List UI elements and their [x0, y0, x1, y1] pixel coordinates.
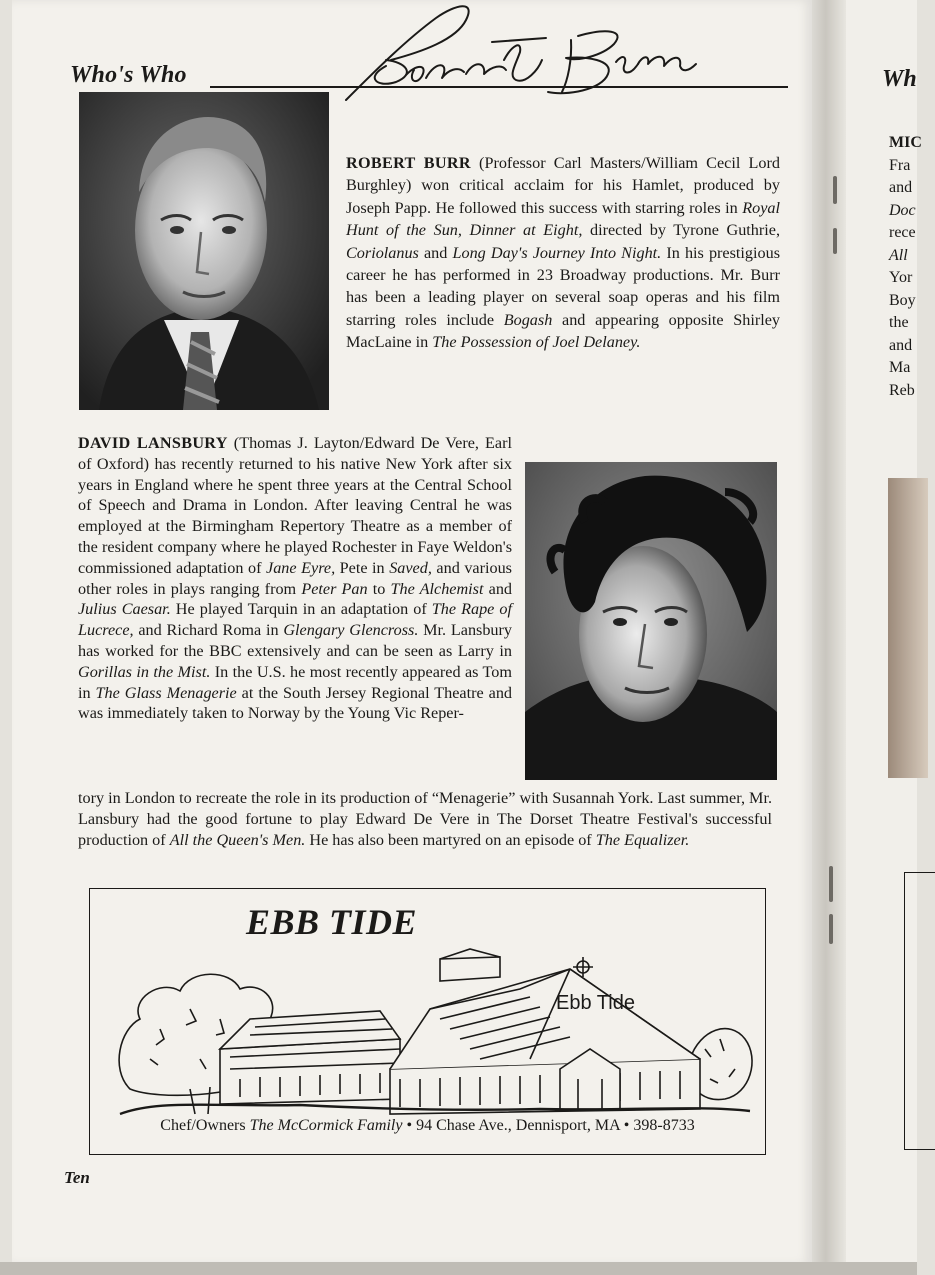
building-sign: Ebb Tide — [556, 992, 635, 1014]
italic-title: The Equalizer. — [595, 830, 690, 849]
robert-burr-portrait — [79, 92, 329, 410]
binding-mark — [833, 176, 837, 204]
right-page-text-line: the — [889, 314, 909, 331]
italic-title: The Alchemist — [390, 579, 484, 598]
bio-segment: Mr. Lansbury has worked for the BBC extensively and can be seen as Larry in — [78, 621, 513, 660]
ad-address: 94 Chase Ave., Dennisport, MA — [416, 1117, 620, 1134]
italic-title: The Glass Menagerie — [95, 683, 237, 702]
bio-segment: and appearing opposite Shirley MacLaine in — [346, 310, 780, 352]
italic-title: Long Day's Journey Into Night. — [452, 243, 662, 262]
bio-segment: and — [418, 243, 453, 262]
bio-name: DAVID LANSBURY — [78, 434, 228, 452]
bio-segment: Pete in — [335, 558, 390, 577]
right-page-heading: Wh — [882, 66, 917, 92]
bio-segment: He played Tarquin in an adaptation of — [170, 600, 432, 619]
david-lansbury-bio-continued — [78, 788, 772, 850]
right-page-fragment — [846, 0, 922, 1275]
binding-mark — [833, 228, 837, 254]
ebb-tide-advertisement — [89, 888, 766, 1155]
right-page-photo — [888, 478, 928, 778]
bio-segment: and Richard Roma in — [133, 621, 284, 640]
right-page-ad-box — [904, 872, 935, 1150]
italic-title: Glengary Glencross. — [283, 621, 419, 640]
ad-footer — [90, 1117, 765, 1135]
bio-segment: directed by Tyrone Guthrie, — [582, 221, 780, 240]
robert-burr-bio — [346, 152, 780, 354]
bio-name: ROBERT BURR — [346, 154, 471, 172]
right-page-text-line: rece — [889, 224, 916, 241]
bio-text — [78, 434, 512, 722]
italic-title: The Rape of Lucrece, — [78, 600, 512, 640]
david-lansbury-portrait — [525, 462, 777, 780]
page-number: Ten — [64, 1168, 90, 1187]
bullet-separator: • — [619, 1117, 634, 1134]
chef-owners-label: Chef/Owners — [160, 1117, 250, 1134]
bio-segment: He has also been martyred on an episode of — [305, 830, 596, 849]
italic-title: Peter Pan — [301, 579, 368, 598]
david-lansbury-bio — [78, 433, 512, 724]
right-page-text-line: All — [889, 246, 908, 264]
page-bottom-edge — [0, 1262, 917, 1275]
bio-segment: In the U.S. he most recently appeared as Tom in — [78, 662, 512, 702]
right-page-text-line: Doc — [889, 201, 916, 219]
section-title: Who's Who — [70, 62, 187, 88]
owners-name: The McCormick Family — [249, 1117, 403, 1134]
italic-title: The Possession of Joel Delaney. — [432, 333, 641, 352]
bio-text — [78, 789, 772, 849]
binding-mark — [829, 914, 833, 944]
italic-title: Bogash — [503, 310, 553, 329]
binding-mark — [829, 866, 833, 902]
bio-segment: and — [483, 579, 513, 598]
bio-segment: (Professor Carl Masters/William Cecil Lord Burghley) won critical acclaim for his Hamlet, produced by Joseph Papp. He followed this success with starring roles in — [346, 154, 780, 217]
italic-title: Coriolanus — [346, 243, 419, 262]
italic-title: Julius Caesar. — [78, 600, 171, 619]
bio-segment: to — [367, 579, 391, 598]
italic-title: All the Queen's Men. — [169, 830, 306, 849]
bio-segment: at the South Jersey Regional Theatre and was immediately taken to Norway by the Young Vic Reper- — [78, 683, 513, 723]
ad-title: EBB TIDE — [246, 902, 418, 942]
right-page-text-line: Reb — [889, 381, 915, 399]
italic-title: Saved, — [389, 558, 432, 577]
italic-title: Gorillas in the Mist. — [78, 662, 211, 681]
restaurant-illustration — [100, 919, 755, 1119]
italic-title: Royal Hunt of the Sun, Dinner at Eight, — [346, 198, 780, 240]
bullet-separator: • — [402, 1117, 417, 1134]
ad-phone: 398-8733 — [633, 1117, 695, 1134]
bio-segment: tory in London to recreate the role in its production of “Menagerie” with Susannah York. Last summer, Mr. Lansbury had the good fortune to play Edward De Vere in The Dorset Theatre Festival's successful production of — [78, 789, 772, 849]
italic-title: Jane Eyre, — [266, 558, 336, 577]
bio-segment: (Thomas J. Layton/Edward De Vere, Earl of Oxford) has recently returned to his native New York after six years in England where he spent three years at the Central School of Speech and Drama in London. After leaving Central he was employed at the Birmingham Repertory Theatre as a member of the resident company where he played Rochester in Faye Weldon's commissioned adaptation of — [78, 434, 512, 577]
bio-text — [346, 154, 780, 351]
right-page-text-line: Yor — [889, 269, 913, 286]
handwritten-signature — [316, 0, 736, 110]
right-page-text-line: Fra — [889, 156, 911, 174]
right-page-text-line: Ma — [889, 359, 911, 376]
signature-text: Robert Burr — [316, 0, 321, 1]
bio-segment: In his prestigious career he has performed in 23 Broadway productions. Mr. Burr has been a leading player on several soap operas and his film starring roles include — [346, 243, 780, 329]
right-page-text-line: and — [889, 336, 913, 354]
book-gutter — [812, 0, 846, 1275]
right-page-text-line: Boy — [889, 291, 916, 309]
bio-segment: and various other roles in plays ranging from — [78, 558, 512, 598]
right-page-text-line: and — [889, 179, 913, 196]
right-page-text-line: MIC — [889, 134, 922, 151]
